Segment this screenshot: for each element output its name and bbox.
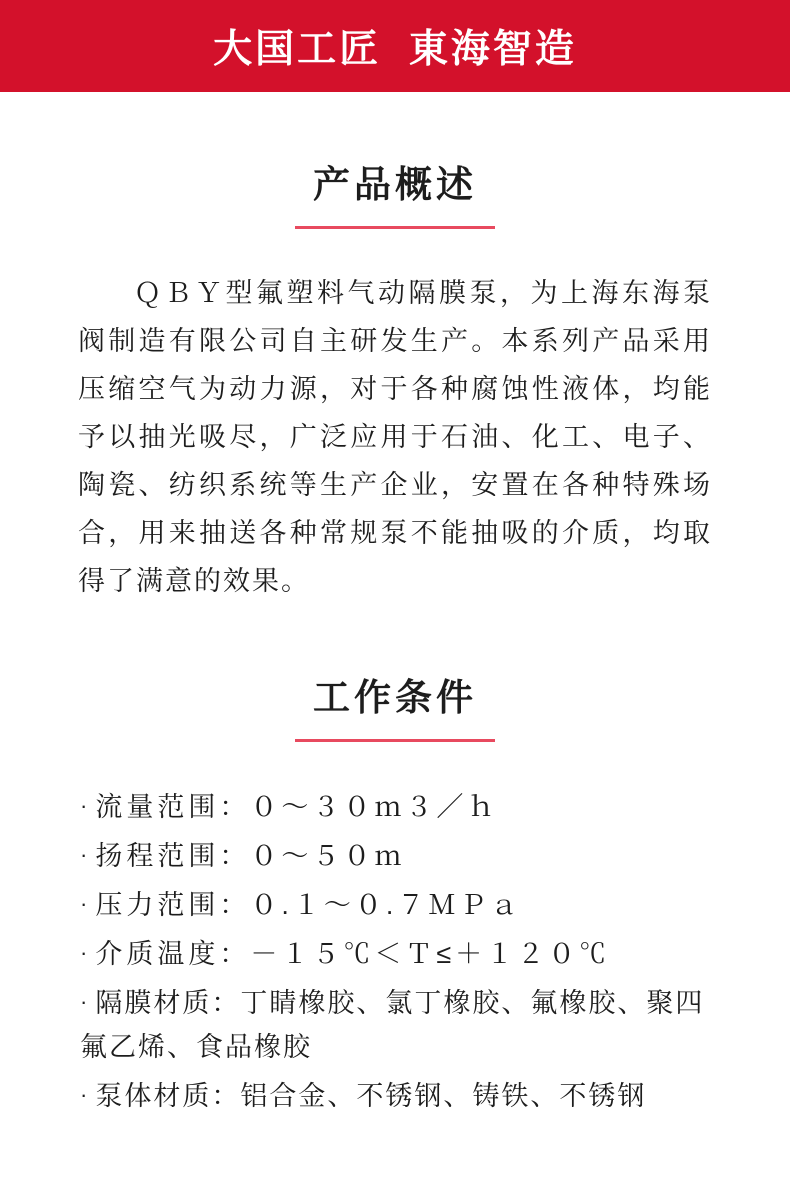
list-item xyxy=(80,1073,710,1118)
list-item-text: 隔膜材质：丁睛橡胶、氯丁橡胶、氟橡胶、聚四氟乙烯、食品橡胶 xyxy=(80,988,705,1062)
heading-underline xyxy=(295,739,495,742)
list-item xyxy=(80,980,710,1069)
working-conditions-section xyxy=(0,667,790,1118)
list-item-text: 压力范围：０.１～０.７ＭＰａ xyxy=(95,890,522,920)
list-item xyxy=(80,833,710,878)
list-item-text: 介质温度：－１５℃＜Ｔ≤＋１２０℃ xyxy=(95,939,611,969)
heading-underline xyxy=(295,226,495,229)
list-item xyxy=(80,882,710,927)
spec-list xyxy=(80,784,710,1118)
product-overview-heading-wrap xyxy=(40,154,750,229)
bullet-icon: · xyxy=(80,940,90,965)
page-banner xyxy=(0,0,790,92)
bullet-icon: · xyxy=(80,989,90,1014)
banner-title: 大国工匠 東海智造 xyxy=(213,28,577,71)
bullet-icon: · xyxy=(80,1082,90,1107)
list-item xyxy=(80,931,710,976)
bullet-icon: · xyxy=(80,842,90,867)
list-item-text: 流量范围：０～３０ｍ３／ｈ xyxy=(95,792,499,822)
page-title: 产品概述 xyxy=(313,164,477,205)
section-title: 工作条件 xyxy=(313,677,477,718)
product-overview-paragraph: ＱＢＹ型氟塑料气动隔膜泵，为上海东海泵阀制造有限公司自主研发生产。本系列产品采用压缩空气为动力源，对于各种腐蚀性液体，均能予以抽光吸尽，广泛应用于石油、化工、电子、陶瓷、纺织系统等生产企业，安置在各种特殊场合，用来抽送各种常规泵不能抽吸的介质，均取得了满意的效果。 xyxy=(78,278,712,596)
list-item xyxy=(80,784,710,829)
product-overview-section xyxy=(0,154,790,605)
bullet-icon: · xyxy=(80,793,90,818)
bottom-spacer xyxy=(0,1122,790,1162)
working-conditions-heading-wrap xyxy=(40,667,750,742)
list-item-text: 泵体材质：铝合金、不锈钢、铸铁、不锈钢 xyxy=(95,1081,647,1111)
bullet-icon: · xyxy=(80,891,90,916)
list-item-text: 扬程范围：０～５０ｍ xyxy=(95,841,406,871)
